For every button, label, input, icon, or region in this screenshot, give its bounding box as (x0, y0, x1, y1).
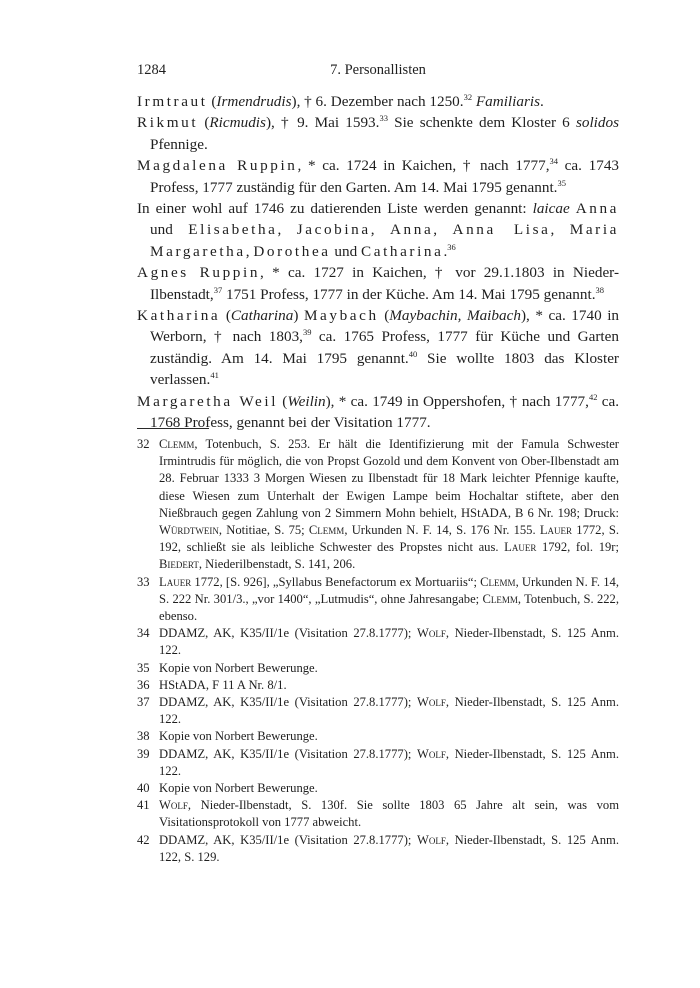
name-spaced: Margaretha Weil (137, 392, 279, 410)
footnote-text (159, 575, 619, 623)
text-segment: , Urkunden N. F. 14, S. 222 Nr. 301/3., „vor 1400“, „Lutmudis“, ohne Jahresangabe; (159, 574, 619, 606)
footnote-number: 33 (137, 574, 150, 589)
author-name: Lauer (159, 574, 192, 589)
author-name: Wolf (416, 746, 446, 761)
text-segment: HStADA, F 11 A Nr. 8/1. (159, 677, 287, 692)
text-segment: ( (378, 307, 390, 325)
italic-text: Ricmudis (209, 114, 266, 132)
footnote-number: 41 (137, 798, 150, 813)
text-segment: ), † 9. Mai 1593. (265, 114, 380, 132)
italic-text: Irmendrudis (216, 93, 292, 110)
person-entry (137, 91, 619, 112)
text-segment: DDAMZ, AK, K35/II/1e (Visitation 27.8.1777); (159, 626, 417, 641)
author-name: Clemm (159, 437, 195, 451)
footnote-text (159, 747, 619, 778)
italic-text: solidos (575, 114, 619, 132)
footnote-number: 34 (137, 626, 150, 641)
main-text (137, 91, 619, 434)
footnote-ref: 35 (557, 177, 566, 188)
text-segment: , Notitiae, S. 75; (218, 523, 309, 538)
author-name: Clemm (480, 574, 516, 589)
italic-text: laicae (532, 200, 570, 218)
text-segment: , (245, 242, 254, 260)
footnote-number: 39 (137, 746, 150, 761)
text-segment: ca. 1765 Profess, 1777 für Küche und Garten zuständig. Am 14. Mai 1795 genannt. (150, 328, 619, 367)
author-name: Wolf (416, 626, 446, 641)
footnote-number: 36 (137, 677, 150, 692)
text-segment: . (443, 242, 448, 260)
name-spaced: Anna (389, 221, 434, 239)
footnote-ref: 33 (379, 113, 388, 124)
text-segment: , Nieder-Ilbenstadt, S. 125 Anm. 122. (159, 695, 619, 727)
text-segment: In einer wohl auf 1746 zu datierenden Liste werden genannt: (137, 200, 533, 218)
footnote (137, 574, 619, 626)
italic-text: Catharina (230, 307, 294, 325)
name-spaced: Magdalena Ruppin (137, 157, 298, 175)
text-segment: Sie wollte 1803 das Kloster verlassen. (150, 349, 619, 389)
name-spaced: Jacobina (296, 221, 371, 239)
footnote (137, 746, 619, 780)
footnote-number: 35 (137, 660, 150, 675)
text-segment: , (550, 221, 570, 239)
footnote (137, 660, 619, 677)
text-segment: ca. 1768 Profess, genannt bei der Visitation 1777. (150, 392, 620, 432)
footnote-ref: 37 (213, 284, 223, 295)
footnote-number: 32 (137, 437, 150, 451)
text-segment: Kopie von Norbert Bewerunge. (159, 781, 318, 796)
italic-text: Maybachin, Maibach (389, 307, 521, 325)
footnote (137, 797, 619, 831)
name-spaced: Catharina (361, 242, 444, 260)
author-name: Biedert (159, 557, 199, 572)
text-segment: , Nieder-Ilbenstadt, S. 125 Anm. 122, S. 129. (159, 832, 619, 864)
footnote-number: 37 (137, 695, 150, 710)
author-name: Wolf (416, 832, 446, 847)
page-header (137, 62, 619, 82)
footnote-ref: 41 (210, 370, 219, 381)
name-spaced: Dorothea (253, 242, 331, 260)
footnote-text (159, 781, 318, 795)
text-segment: und (330, 242, 361, 260)
footnote-text (159, 626, 619, 657)
footnote (137, 728, 619, 745)
text-segment: 1792, fol. 19r; (536, 540, 619, 555)
footnote-ref: 36 (447, 241, 456, 252)
author-name: Lauer (504, 540, 537, 555)
name-spaced: Rikmut (137, 114, 199, 132)
author-name: Würdtwein (159, 523, 219, 538)
footnote-ref: 34 (549, 156, 558, 167)
footnote (137, 625, 619, 659)
text-segment: ( (207, 93, 217, 110)
italic-text: Weilin (287, 392, 326, 410)
footnote-text (159, 729, 318, 743)
footnote-ref: 38 (595, 284, 604, 295)
footnote-text (159, 678, 287, 692)
text-segment: Pfennige. (150, 135, 208, 153)
text-segment: 1751 Profess, 1777 in der Küche. Am 14. Mai 1795 genannt. (222, 285, 596, 303)
text-segment: , Niederilbenstadt, S. 141, 206. (198, 557, 356, 572)
footnote-ref: 32 (463, 91, 473, 102)
footnote-text (159, 661, 318, 675)
author-name: Clemm (308, 523, 345, 538)
text-segment: Kopie von Norbert Bewerunge. (159, 729, 318, 744)
footnote-separator (137, 428, 209, 429)
name-spaced: Elisabetha (188, 221, 278, 239)
name-spaced: Irmtraut (137, 93, 208, 110)
name-spaced: Anna (575, 200, 619, 218)
author-name: Wolf (159, 798, 188, 813)
footnote (137, 677, 619, 694)
text-segment: , (433, 221, 453, 239)
author-name: Wolf (416, 695, 446, 710)
author-name: Clemm (482, 591, 518, 606)
text-segment: . (540, 93, 544, 110)
footnote-number: 42 (137, 832, 150, 847)
footnote-ref: 40 (408, 348, 418, 359)
name-spaced: Agnes Ruppin (137, 264, 261, 282)
italic-text: Familiaris (475, 93, 541, 110)
person-entry (137, 112, 619, 155)
text-segment: ), * ca. 1740 in Werborn, † nach 1803, (150, 307, 620, 346)
name-spaced: Katharina (137, 307, 221, 325)
text-segment: DDAMZ, AK, K35/II/1e (Visitation 27.8.1777); (159, 695, 417, 710)
footnote-text (159, 695, 619, 726)
text-segment: ) (293, 307, 304, 325)
text-segment: Kopie von Norbert Bewerunge. (159, 660, 318, 675)
footnote (137, 694, 619, 728)
text-segment: DDAMZ, AK, K35/II/1e (Visitation 27.8.1777); (159, 746, 417, 761)
text-segment: ), † 6. Dezember nach 1250. (291, 93, 464, 110)
name-spaced: Anna Lisa (452, 221, 551, 239)
text-segment: , Urkunden N. F. 14, S. 176 Nr. 155. (344, 523, 540, 538)
text-segment: , * ca. 1724 in Kaichen, † nach 1777, (297, 157, 550, 175)
name-spaced: Maybach (303, 307, 379, 325)
footnote (137, 780, 619, 797)
footnote-text (159, 798, 619, 829)
text-segment: , (277, 221, 297, 239)
author-name: Lauer (539, 523, 573, 538)
text-segment: , * ca. 1727 in Kaichen, † vor 29.1.1803 in Nieder-Ilbenstadt, (150, 264, 619, 303)
text-segment: ), * ca. 1749 in Oppershofen, † nach 1777, (325, 392, 589, 410)
text-segment: Sie schenkte dem Kloster 6 (387, 114, 576, 132)
person-entry (137, 305, 619, 391)
name-spaced: Maria Margaretha (150, 221, 619, 260)
running-title: 7. Personallisten (330, 62, 426, 78)
text-segment: , Nieder-Ilbenstadt, S. 125 Anm. 122. (159, 626, 619, 658)
text-segment: 1772, [S. 926], „Syllabus Benefactorum ex Mortuariis“; (191, 574, 481, 589)
person-entry (137, 155, 619, 198)
text-segment: , (370, 221, 390, 239)
footnotes (137, 436, 619, 866)
text-segment: , Totenbuch, S. 222, ebenso. (159, 591, 620, 624)
footnote-number: 40 (137, 781, 150, 796)
footnote-ref: 39 (302, 327, 312, 338)
text-segment: ( (198, 114, 210, 132)
person-entry (137, 262, 619, 305)
footnote (137, 436, 619, 574)
text-segment: 1772, S. 192, schließt sie als leibliche Schwester des Propstes nicht aus. (159, 523, 619, 555)
text-segment: ca. 1743 Profess, 1777 zuständig für den Garten. Am 14. Mai 1795 genannt. (150, 157, 620, 196)
text-segment: DDAMZ, AK, K35/II/1e (Visitation 27.8.1777); (159, 832, 417, 847)
text-segment: und (150, 221, 189, 239)
footnote-text (159, 833, 619, 864)
footnote-text (159, 437, 619, 571)
person-entry (137, 198, 619, 262)
text-segment: , Nieder-Ilbenstadt, S. 125 Anm. 122. (159, 746, 619, 778)
text-segment: ( (278, 392, 288, 410)
footnote-ref: 42 (588, 391, 598, 402)
text-segment: , Totenbuch, S. 253. Er hält die Identifizierung mit der Famula Schwester Irmintrudis für möglich, die von Propst Gozold und dem Konvent von Ober-Ilbenstadt am 28. Februar 1333 3 Morgen Wiesen zu Ilbenstadt für 18 Mark leichter Pfennige kaufte, diese Wiesen zum Unterhalt der Ewigen Lampe beim Hochaltar stiftete, aber den Nießbrauch gegen Zahlung von 2 Simmern Mohn behielt, HStADA, B 6 Nr. 198; Druck: (159, 437, 619, 520)
page-number: 1284 (137, 62, 166, 78)
text-segment: , Nieder-Ilbenstadt, S. 130f. Sie sollte 1803 65 Jahre alt sein, was vom Visitationsprotokoll von 1777 abweicht. (159, 798, 619, 830)
footnote-number: 38 (137, 729, 150, 744)
footnote (137, 832, 619, 866)
text-segment: ( (220, 307, 231, 325)
person-entry (137, 391, 619, 434)
